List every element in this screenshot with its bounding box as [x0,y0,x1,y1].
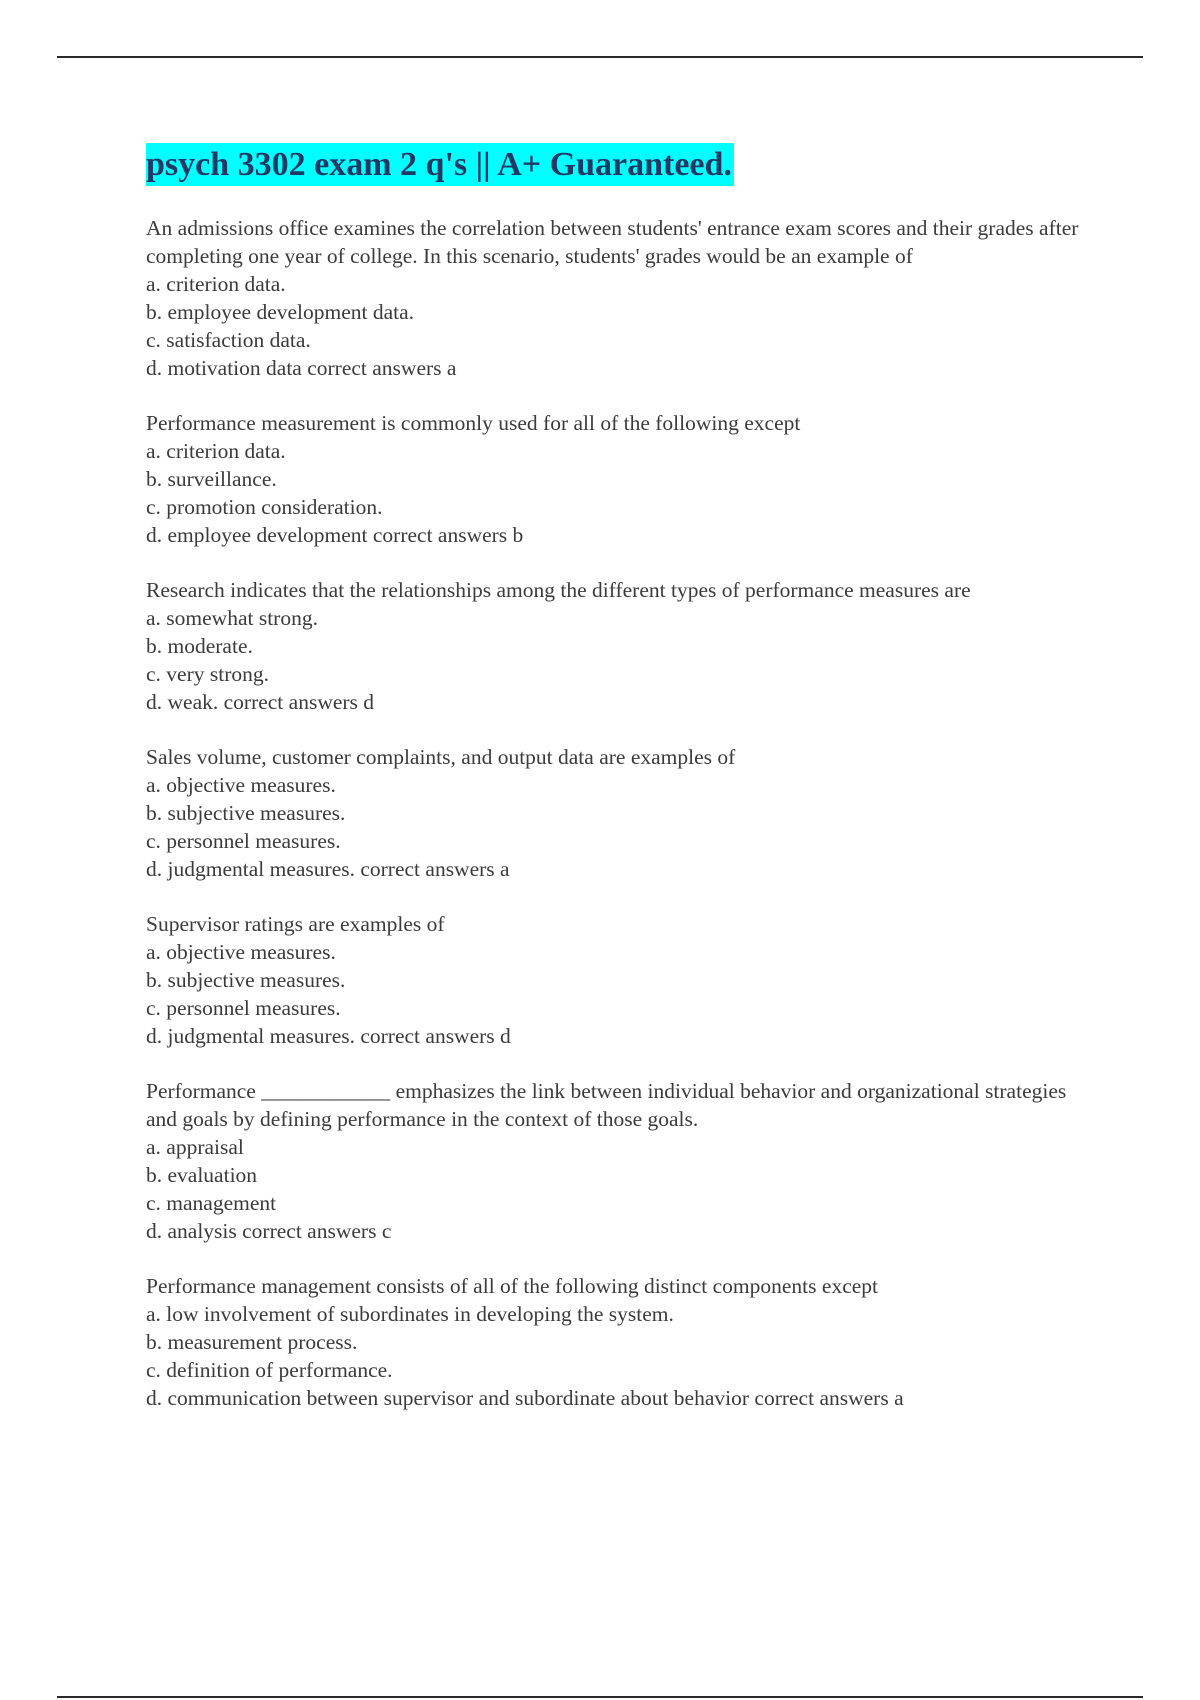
question-5 [146,910,1086,1050]
option-a: a. somewhat strong. [146,606,318,630]
option-c: c. definition of performance. [146,1358,393,1382]
option-a: a. objective measures. [146,773,336,797]
option-b: b. measurement process. [146,1330,358,1354]
document-title: psych 3302 exam 2 q's || A+ Guaranteed. [146,143,734,186]
option-c: c. very strong. [146,662,269,686]
top-rule [57,56,1143,58]
question-2 [146,409,1086,549]
question-text: Sales volume, customer complaints, and output data are examples of [146,745,736,769]
question-text: Performance measurement is commonly used for all of the following except [146,411,801,435]
option-b: b. employee development data. [146,300,415,324]
option-b: b. surveillance. [146,467,277,491]
option-d: d. employee development correct answers b [146,523,524,547]
question-text: Performance management consists of all of the following distinct components except [146,1274,878,1298]
option-c: c. promotion consideration. [146,495,383,519]
question-text: Performance ____________ emphasizes the link between individual behavior and organizational strategies and goals by defining performance in the context of those goals. [146,1079,1067,1131]
option-d: d. analysis correct answers c [146,1219,392,1243]
question-text: Supervisor ratings are examples of [146,912,445,936]
option-a: a. criterion data. [146,272,286,296]
option-d: d. motivation data correct answers a [146,356,457,380]
option-c: c. satisfaction data. [146,328,311,352]
question-6 [146,1077,1086,1245]
question-text: Research indicates that the relationships among the different types of performance measures are [146,578,971,602]
question-1 [146,214,1086,382]
option-d: d. judgmental measures. correct answers d [146,1024,511,1048]
question-4 [146,743,1086,883]
option-d: d. judgmental measures. correct answers a [146,857,510,881]
option-c: c. personnel measures. [146,996,341,1020]
option-b: b. subjective measures. [146,801,346,825]
option-b: b. evaluation [146,1163,258,1187]
option-c: c. management [146,1191,277,1215]
question-7 [146,1272,1086,1412]
option-b: b. subjective measures. [146,968,346,992]
bottom-rule [57,1696,1143,1698]
option-a: a. objective measures. [146,940,336,964]
option-a: a. low involvement of subordinates in developing the system. [146,1302,674,1326]
document-body [146,143,1086,1412]
option-a: a. appraisal [146,1135,244,1159]
question-3 [146,576,1086,716]
question-text: An admissions office examines the correlation between students' entrance exam scores and their grades after completing one year of college. In this scenario, students' grades would be an example of [146,216,1079,268]
option-d: d. communication between supervisor and subordinate about behavior correct answers a [146,1386,904,1410]
option-c: c. personnel measures. [146,829,341,853]
option-b: b. moderate. [146,634,253,658]
option-a: a. criterion data. [146,439,286,463]
option-d: d. weak. correct answers d [146,690,375,714]
